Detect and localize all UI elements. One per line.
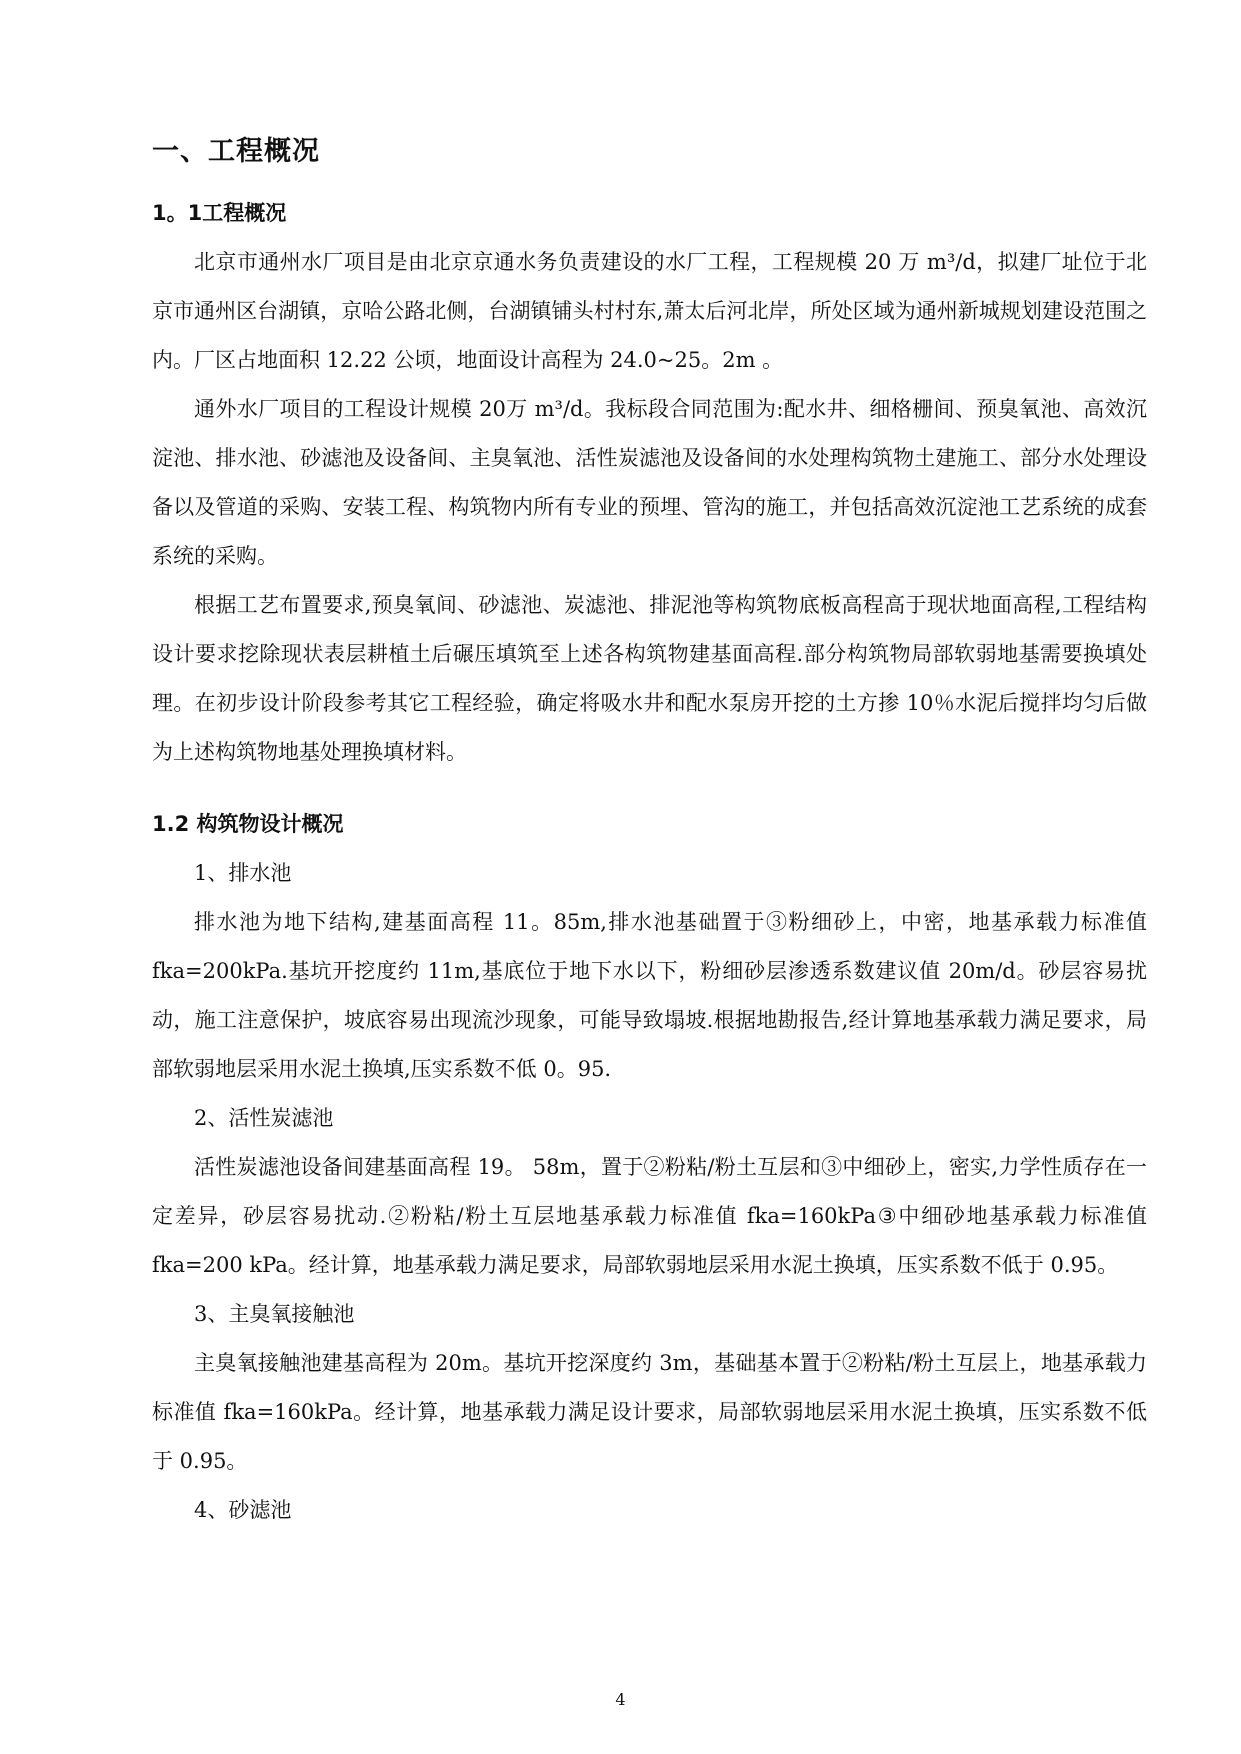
item-text-ozone-contact-pool: 主臭氧接触池建基高程为 20m。基坑开挖深度约 3m，基础基本置于②粉粘/粉土互层上，地基承载力标准值 fka=160kPa。经计算，地基承载力满足设计要求，局部软弱地层采用水泥土换填，压实系数不低于 0.95。 [152,1351,1147,1473]
item-title-carbon-filter: 2、活性炭滤池 [194,1106,334,1130]
item-title-ozone-contact-pool: 3、主臭氧接触池 [194,1302,355,1326]
paragraph: 通外水厂项目的工程设计规模 20万 m³/d。我标段合同范围为:配水井、细格栅间、预臭氧池、高效沉淀池、排水池、砂滤池及设备间、主臭氧池、活性炭滤池及设备间的水处理构筑物土建施工、部分水处理设备以及管道的采购、安装工程、构筑物内所有专业的预埋、管沟的施工，并包括高效沉淀池工艺系统的成套系统的采购。 [152,397,1147,568]
page-content [152,132,1147,1535]
item-title-drainage-pool: 1、排水池 [194,861,292,885]
subsection-heading-1-2: 1.2 构筑物设计概况 [152,812,344,836]
section-title: 一、工程概况 [152,136,320,167]
item-title-sand-filter: 4、砂滤池 [194,1498,292,1522]
paragraph: 根据工艺布置要求,预臭氧间、砂滤池、炭滤池、排泥池等构筑物底板高程高于现状地面高程,工程结构设计要求挖除现状表层耕植土后碾压填筑至上述各构筑物建基面高程.部分构筑物局部软弱地基需要换填处理。在初步设计阶段参考其它工程经验，确定将吸水井和配水泵房开挖的土方掺 10％水泥后搅拌均匀后做为上述构筑物地基处理换填材料。 [152,593,1147,764]
subsection-heading-1-1: 1。1工程概况 [152,201,287,225]
paragraph: 北京市通州水厂项目是由北京京通水务负责建设的水厂工程，工程规模 20 万 m³/d，拟建厂址位于北京市通州区台湖镇，京哈公路北侧，台湖镇铺头村村东,萧太后河北岸，所处区域为通州新城规划建设范围之内。厂区占地面积 12.22 公顷，地面设计高程为 24.0~25。2m 。 [152,250,1147,372]
page-number: 4 [615,1690,626,1709]
item-text-drainage-pool: 排水池为地下结构,建基面高程 11。85m,排水池基础置于③粉细砂上，中密，地基承载力标准值 fka=200kPa.基坑开挖度约 11m,基底位于地下水以下，粉细砂层渗透系数建议值 20m/d。砂层容易扰动，施工注意保护，坡底容易出现流沙现象，可能导致塌坡.根据地勘报告,经计算地基承载力满足要求，局部软弱地层采用水泥土换填,压实系数不低 0。95. [152,910,1147,1081]
item-text-carbon-filter: 活性炭滤池设备间建基面高程 19。 58m，置于②粉粘/粉土互层和③中细砂上，密实,力学性质存在一定差异，砂层容易扰动.②粉粘/粉土互层地基承载力标准值 fka=160kPa③中细砂地基承载力标准值 fka=200 kPa。经计算，地基承载力满足要求，局部软弱地层采用水泥土换填，压实系数不低于 0.95。 [152,1155,1147,1277]
